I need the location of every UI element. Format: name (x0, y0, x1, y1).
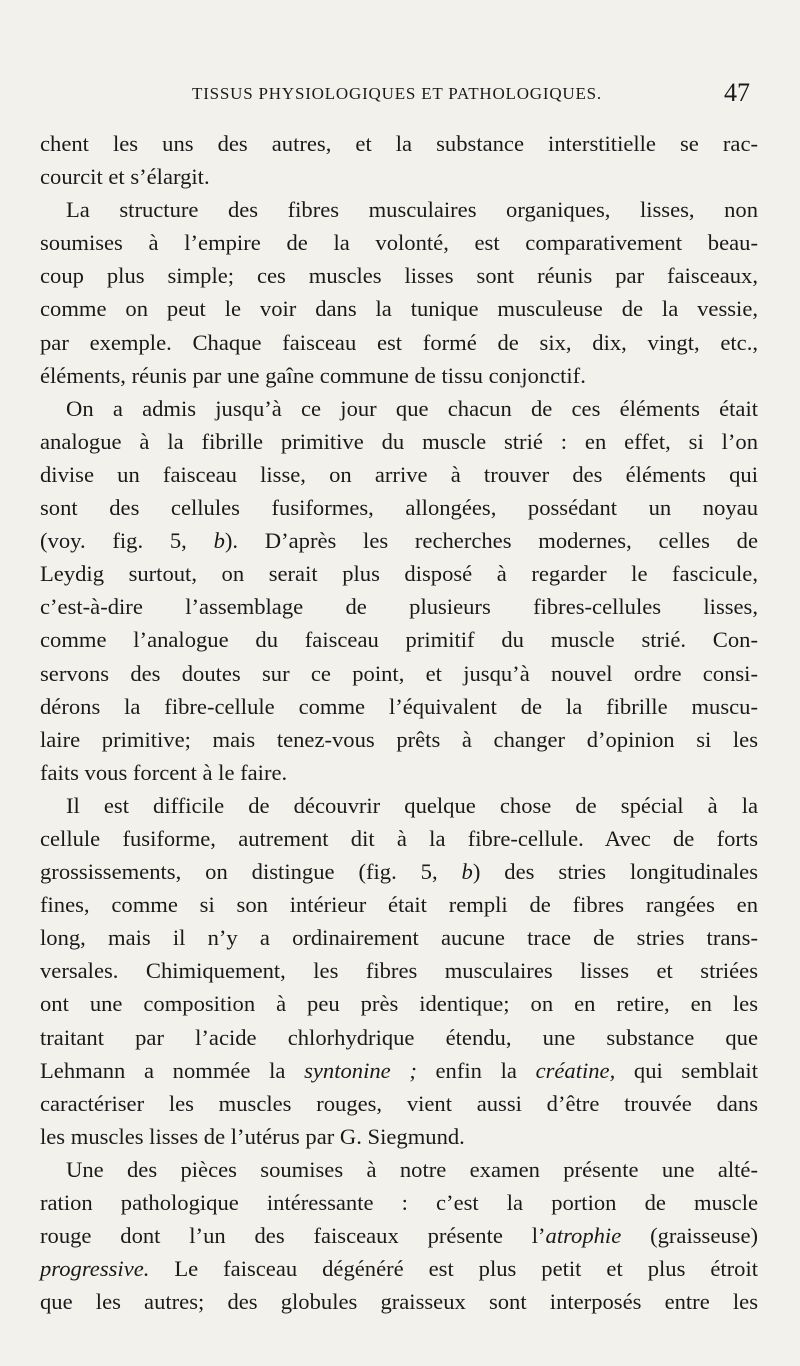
text-line: On a admis jusqu’à ce jour que chacun de ces éléments était (66, 395, 758, 421)
text-line: Leydig surtout, on serait plus disposé à regarder le fascicule, (40, 561, 758, 587)
text-line: long, mais il n’y a ordinairement aucune trace de stries trans- (40, 925, 758, 951)
paragraph (40, 127, 758, 193)
text-line: versales. Chimiquement, les fibres musculaires lisses et striées (40, 958, 758, 984)
text-line: servons des doutes sur ce point, et jusqu’à nouvel ordre consi- (40, 660, 758, 686)
text-line: par exemple. Chaque faisceau est formé de six, dix, vingt, etc., (40, 329, 758, 355)
text-line: faits vous forcent à le faire. (40, 759, 288, 785)
page-number: 47 (724, 78, 750, 107)
paragraph (40, 392, 758, 789)
running-title: TISSUS PHYSIOLOGIQUES ET PATHOLOGIQUES. (192, 84, 602, 103)
text-line: Lehmann a nommée la syntonine ; enfin la créatine, qui semblait (40, 1057, 758, 1083)
text-line: que les autres; des globules graisseux sont interposés entre les (40, 1289, 758, 1315)
text-line: fines, comme si son intérieur était rempli de fibres rangées en (40, 892, 758, 918)
text-line: traitant par l’acide chlorhydrique étendu, une substance que (40, 1024, 758, 1050)
text-line: laire primitive; mais tenez-vous prêts à changer d’opinion si les (40, 726, 758, 752)
text-line: comme l’analogue du faisceau primitif du muscle strié. Con- (40, 627, 758, 653)
text-line: (voy. fig. 5, b). D’après les recherches modernes, celles de (40, 528, 758, 554)
text-line: ration pathologique intéressante : c’est la portion de muscle (40, 1190, 758, 1215)
paragraph (40, 193, 758, 392)
text-line: Une des pièces soumises à notre examen présente une alté- (66, 1156, 758, 1182)
text-line: comme on peut le voir dans la tunique musculeuse de la vessie, (40, 296, 758, 322)
text-line: coup plus simple; ces muscles lisses sont réunis par faisceaux, (40, 263, 758, 289)
text-line: éléments, réunis par une gaîne commune de tissu conjonctif. (40, 362, 586, 388)
text-line: chent les uns des autres, et la substance interstitielle se rac- (40, 131, 758, 156)
text-line: soumises à l’empire de la volonté, est comparativement beau- (40, 230, 758, 256)
text-line: La structure des fibres musculaires organiques, lisses, non (66, 197, 758, 223)
text-line: les muscles lisses de l’utérus par G. Siegmund. (40, 1123, 465, 1149)
text-line: rouge dont l’un des faisceaux présente l’atrophie (graisseuse) (40, 1223, 758, 1249)
text-line: courcit et s’élargit. (40, 164, 210, 190)
text-line: ont une composition à peu près identique; on en retire, en les (40, 991, 758, 1017)
text-line: divise un faisceau lisse, on arrive à trouver des éléments qui (40, 461, 758, 487)
text-line: grossissements, on distingue (fig. 5, b) des stries longitudinales (40, 859, 759, 885)
text-line: dérons la fibre-cellule comme l’équivalent de la fibrille muscu- (40, 693, 758, 719)
paragraph (40, 1153, 758, 1318)
text-line: cellule fusiforme, autrement dit à la fibre-cellule. Avec de forts (40, 825, 758, 851)
paragraph (40, 789, 758, 1153)
text-line: Il est difficile de découvrir quelque chose de spécial à la (66, 792, 758, 818)
text-line: sont des cellules fusiformes, allongées, possédant un noyau (40, 495, 758, 521)
page-header (40, 78, 754, 114)
text-line: analogue à la fibrille primitive du muscle strié : en effet, si l’on (40, 428, 758, 454)
text-line: progressive. Le faisceau dégénéré est plus petit et plus étroit (40, 1256, 758, 1282)
body-text (40, 127, 758, 1318)
text-line: caractériser les muscles rouges, vient aussi d’être trouvée dans (40, 1090, 758, 1116)
text-line: c’est-à-dire l’assemblage de plusieurs fibres-cellules lisses, (40, 594, 758, 620)
